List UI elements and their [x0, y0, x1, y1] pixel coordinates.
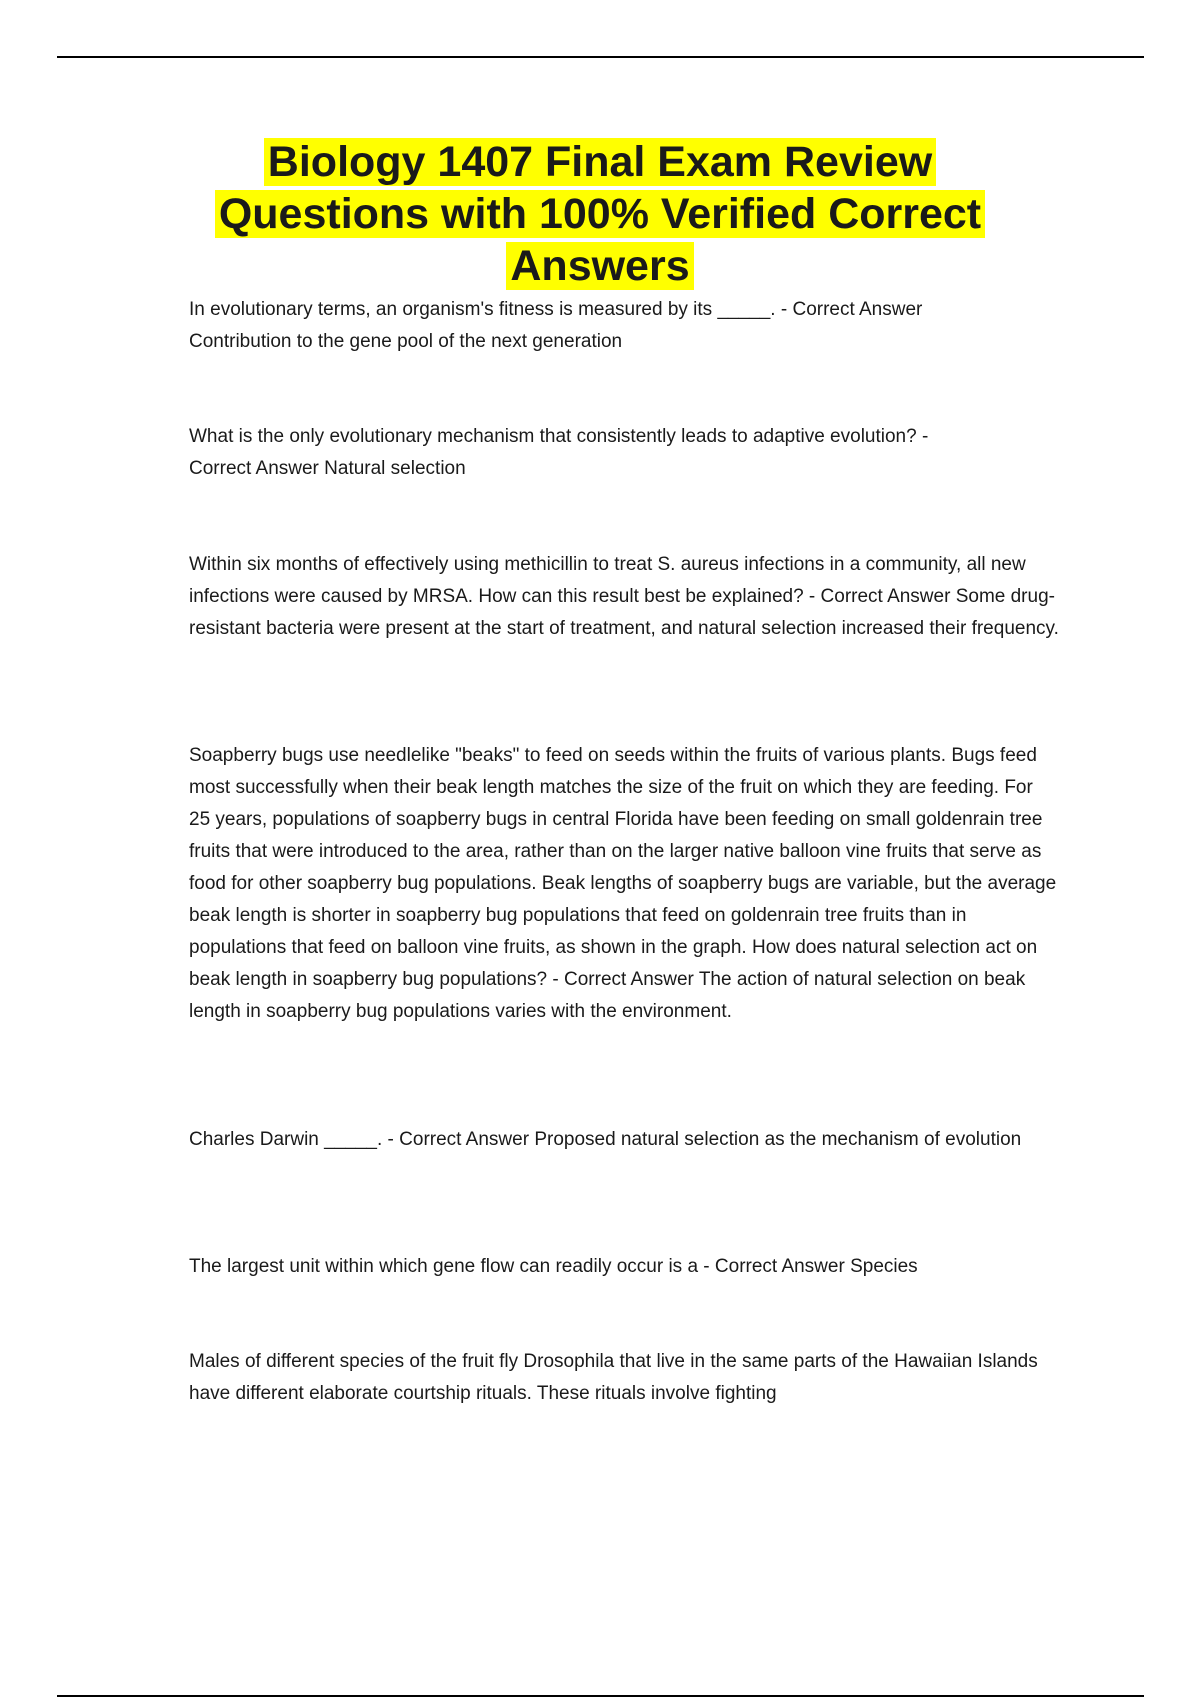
question-text: The largest unit within which gene flow can readily occur is a [189, 1256, 699, 1277]
answer-text: Contribution to the gene pool of the next generation [189, 331, 623, 352]
answer-text: Some drug-resistant bacteria were present at the start of treatment, and natural selection increased their frequency. [189, 586, 1059, 639]
answer-text: Species [850, 1256, 918, 1277]
answer-label: Correct Answer [189, 458, 319, 479]
title-line-3: Answers [506, 242, 693, 290]
question-text: Males of different species of the fruit fly Drosophila that live in the same parts of the Hawaiian Islands have different elaborate courtship rituals. These rituals involve fighting [189, 1351, 1038, 1404]
answer-label: Correct Answer [399, 1129, 530, 1150]
answer-text: The action of natural selection on beak length in soapberry bug populations varies with the environment. [189, 969, 1026, 1022]
answer-label: Correct Answer [714, 1256, 845, 1277]
document-title [150, 136, 1050, 292]
answer-text: Proposed natural selection as the mechanism of evolution [534, 1129, 1022, 1150]
question-text: In evolutionary terms, an organism's fitness is measured by its _____. [189, 299, 776, 320]
qa-item-6 [189, 1251, 1059, 1283]
qa-item-4 [189, 740, 1059, 1028]
question-text: Within six months of effectively using methicillin to treat S. aureus infections in a community, all new infections were caused by MRSA. How can this result best be explained? [189, 554, 1026, 607]
question-text: Charles Darwin _____. [189, 1129, 383, 1150]
answer-label: Correct Answer [564, 969, 694, 990]
answer-text: Natural selection [324, 458, 466, 479]
top-rule [57, 56, 1144, 58]
answer-label: Correct Answer [820, 586, 951, 607]
qa-item-2 [189, 421, 1059, 485]
qa-item-5 [189, 1124, 1059, 1156]
bottom-rule [57, 1695, 1144, 1697]
question-text: Soapberry bugs use needlelike "beaks" to feed on seeds within the fruits of various plants. Bugs feed most successfully when their beak length matches the size of the fruit on which they are feeding. For 25 years, populations of soapberry bugs in central Florida have been feeding on small goldenrain tree fruits that were introduced to the area, rather than on the larger native balloon vine fruits that serve as food for other soapberry bug populations. Beak lengths of soapberry bugs are variable, but the average beak length is shorter in soapberry bug populations that feed on goldenrain tree fruits than in populations that feed on balloon vine fruits, as shown in the graph. How does natural selection act on beak length in soapberry bug populations? [189, 745, 1057, 990]
title-line-1: Biology 1407 Final Exam Review [264, 138, 936, 186]
qa-item-3 [189, 549, 1059, 645]
qa-item-7 [189, 1346, 1059, 1410]
question-text: What is the only evolutionary mechanism that consistently leads to adaptive evolution? [189, 426, 917, 447]
qa-item-1 [189, 294, 1059, 358]
title-line-2: Questions with 100% Verified Correct [215, 190, 985, 238]
answer-label: Correct Answer [792, 299, 923, 320]
